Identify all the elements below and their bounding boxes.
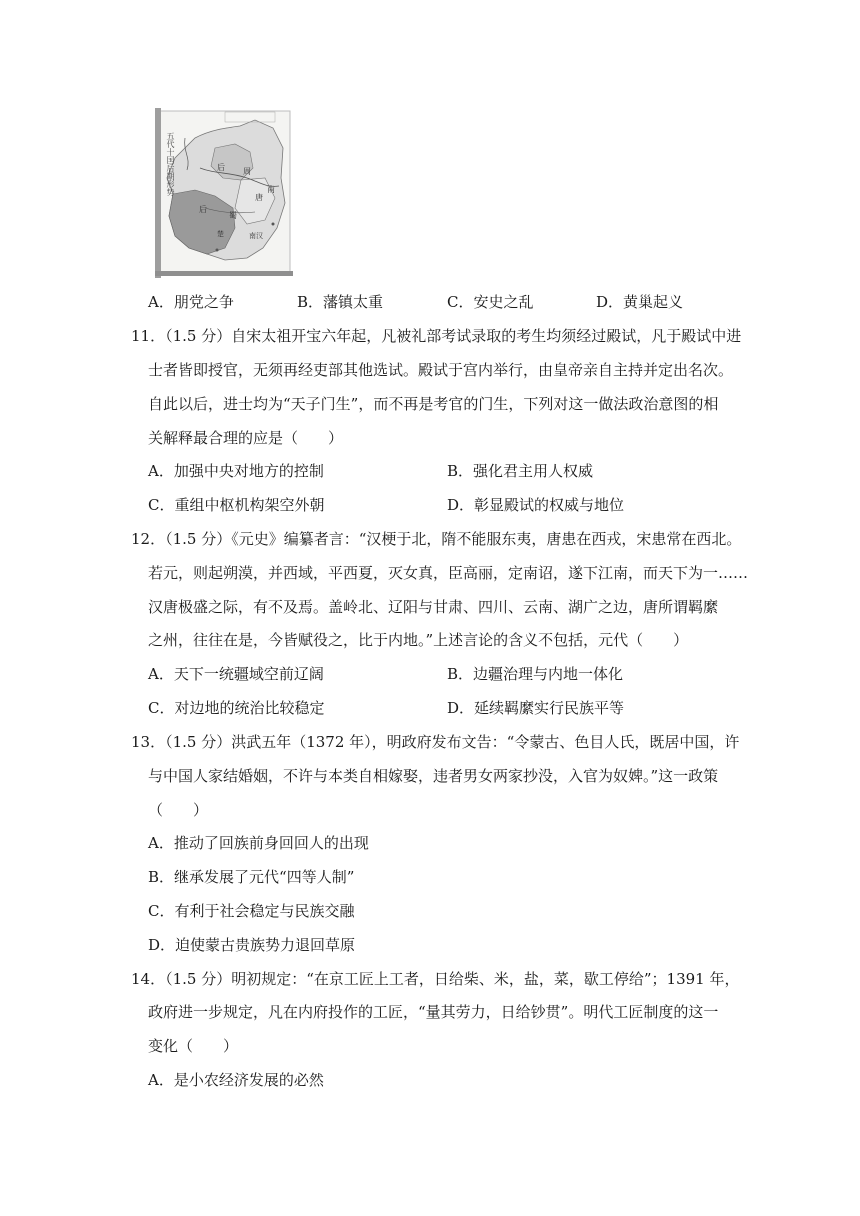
q10-option-b[interactable]: B．藩镇太重	[297, 293, 384, 311]
q14-stem-line-1: 14．（1.5 分）明初规定：“在京工匠上工者，日给柴、米，盐，菜，歇工停给”；1391 年，	[131, 970, 740, 988]
historical-map-image	[155, 108, 293, 278]
q11-option-d[interactable]: D．彰显殿试的权威与地位	[447, 496, 625, 514]
q11-stem-line-4: 关解释最合理的应是（ ）	[148, 429, 344, 447]
q11-option-a[interactable]: A．加强中央对地方的控制	[148, 462, 324, 480]
q12-option-b[interactable]: B．边疆治理与内地一体化	[447, 665, 624, 683]
q12-stem-line-3: 汉唐极盛之际，有不及焉。盖岭北、辽阳与甘肃、四川、云南、湖广之边，唐所谓羁縻	[148, 598, 719, 616]
q11-stem-line-1: 11．（1.5 分）自宋太祖开宝六年起，凡被礼部考试录取的考生均须经过殿试，凡于殿试中进	[131, 327, 742, 345]
svg-text:唐: 唐	[255, 193, 263, 202]
svg-text:后: 后	[217, 163, 225, 172]
q13-option-b[interactable]: B．继承发展了元代“四等人制”	[148, 868, 355, 886]
q13-option-c[interactable]: C．有利于社会稳定与民族交融	[148, 902, 355, 920]
q14-stem-line-2: 政府进一步规定，凡在内府投作的工匠，“量其劳力，日给钞贯”。明代工匠制度的这一	[148, 1003, 719, 1021]
q13-option-d[interactable]: D．迫使蒙古贵族势力退回草原	[148, 936, 356, 954]
q12-stem-line-2: 若元，则起朔漠，并西域，平西夏，灭女真，臣高丽，定南诏，遂下江南，而天下为一……	[148, 564, 749, 582]
svg-text:楚: 楚	[217, 230, 224, 238]
svg-text:南汉: 南汉	[249, 232, 263, 240]
q14-option-a[interactable]: A．是小农经济发展的必然	[148, 1071, 324, 1089]
q13-option-a[interactable]: A．推动了回族前身回回人的出现	[148, 834, 369, 852]
q13-stem-line-3: （ ）	[148, 801, 209, 819]
q14-stem-line-3: 变化（ ）	[148, 1037, 239, 1055]
q11-option-b[interactable]: B．强化君主用人权威	[447, 462, 594, 480]
svg-text:后: 后	[199, 205, 207, 214]
q13-stem-line-1: 13．（1.5 分）洪武五年（1372 年），明政府发布文告：“令蒙古、色目人氏，既居中国，许	[131, 733, 740, 751]
q13-stem-line-2: 与中国人家结婚姻，不许与本类自相嫁娶，违者男女两家抄没，入官为奴婢。”这一政策	[148, 767, 719, 785]
q10-option-d[interactable]: D．黄巢起义	[596, 293, 684, 311]
q11-option-c[interactable]: C．重组中枢机构架空外朝	[148, 496, 325, 514]
map-caption-vertical: 五代十国后期形势	[166, 132, 175, 196]
q12-stem-line-1: 12．（1.5 分）《元史》编纂者言：“汉梗于北，隋不能服东夷，唐患在西戎，宋患常在西北。	[131, 530, 742, 548]
q12-option-c[interactable]: C．对边地的统治比较稳定	[148, 699, 325, 717]
svg-text:周: 周	[243, 167, 251, 176]
svg-text:蜀: 蜀	[229, 211, 237, 220]
q11-stem-line-2: 士者皆即授官，无须再经吏部其他选试。殿试于宫内举行，由皇帝亲自主持并定出名次。	[148, 361, 734, 379]
svg-text:南: 南	[267, 185, 275, 194]
q10-option-a[interactable]: A．朋党之争	[148, 293, 234, 311]
q12-stem-line-4: 之州，往往在是，今皆赋役之，比于内地。”上述言论的含义不包括，元代（ ）	[148, 631, 689, 649]
q10-option-c[interactable]: C．安史之乱	[447, 293, 534, 311]
q12-option-d[interactable]: D．延续羁縻实行民族平等	[447, 699, 625, 717]
q11-stem-line-3: 自此以后，进士均为“天子门生”，而不再是考官的门生，下列对这一做法政治意图的相	[148, 395, 719, 413]
q12-option-a[interactable]: A．天下一统疆域空前辽阔	[148, 665, 324, 683]
